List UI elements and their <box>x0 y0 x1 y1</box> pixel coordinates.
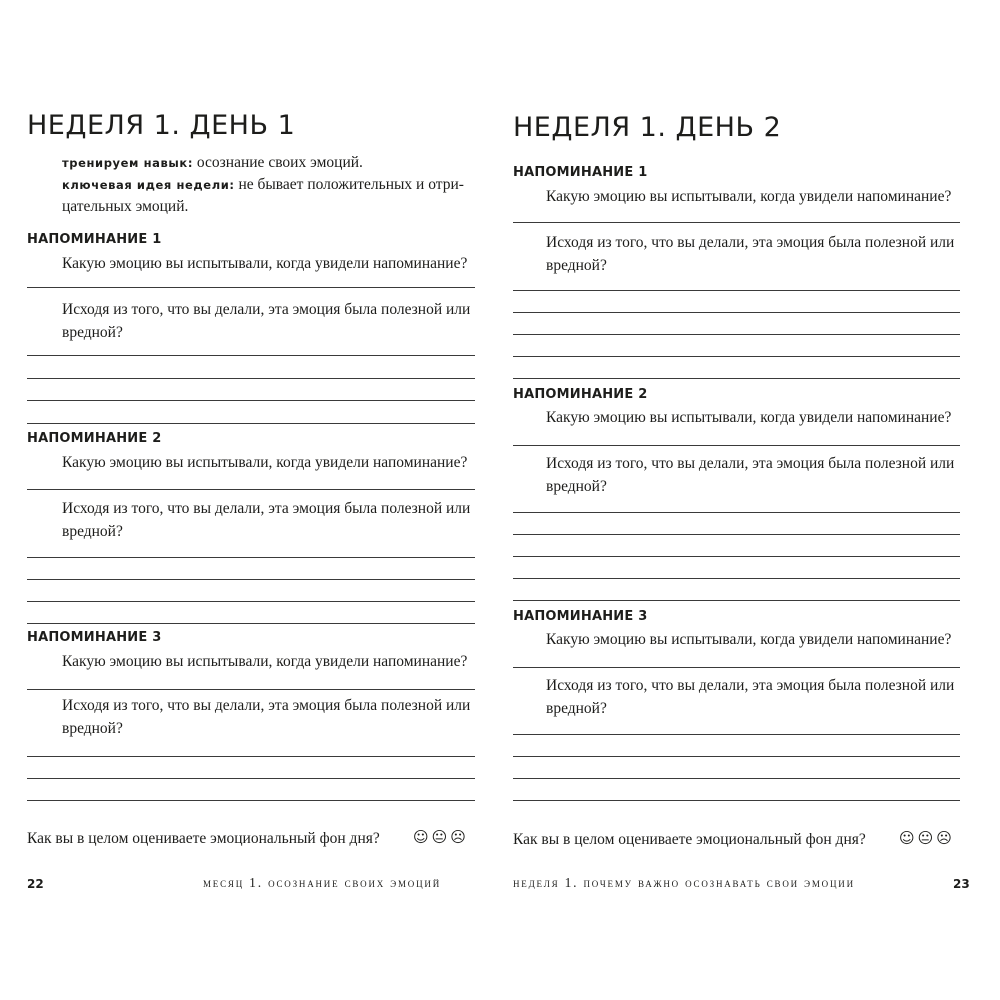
question-useful-1: Исходя из того, что вы делали, эта эмоция была полезной или <box>546 234 955 251</box>
answer-line[interactable] <box>27 378 475 379</box>
smiley-sad-icon[interactable]: ☹ <box>936 829 955 847</box>
question-useful-2: вредной? <box>62 324 123 341</box>
answer-line[interactable] <box>27 601 475 602</box>
reminder-heading: НАПОМИНАНИЕ 2 <box>27 431 162 446</box>
question-useful-2: вредной? <box>62 720 123 737</box>
question-useful-1: Исходя из того, что вы делали, эта эмоция была полезной или <box>62 500 471 517</box>
intro-idea-line-2: цательных эмоций. <box>62 198 189 215</box>
answer-line[interactable] <box>513 534 960 535</box>
answer-line[interactable] <box>513 800 960 801</box>
mood-options <box>899 829 955 847</box>
answer-line[interactable] <box>513 600 960 601</box>
question-emotion: Какую эмоцию вы испытывали, когда увидели напоминание? <box>62 454 468 471</box>
reminder-heading: НАПОМИНАНИЕ 2 <box>513 387 648 402</box>
question-useful-2: вредной? <box>546 700 607 717</box>
answer-line[interactable] <box>27 557 475 558</box>
answer-line[interactable] <box>27 400 475 401</box>
skill-text: осознание своих эмоций. <box>196 154 363 171</box>
page-title: НЕДЕЛЯ 1. ДЕНЬ 1 <box>27 110 296 141</box>
question-emotion: Какую эмоцию вы испытывали, когда увидели напоминание? <box>546 188 952 205</box>
answer-line[interactable] <box>513 334 960 335</box>
answer-line[interactable] <box>513 356 960 357</box>
answer-line[interactable] <box>27 287 475 288</box>
question-emotion: Какую эмоцию вы испытывали, когда увидели напоминание? <box>546 631 952 648</box>
answer-line[interactable] <box>27 756 475 757</box>
smiley-neutral-icon[interactable]: 😐 <box>917 829 937 847</box>
question-useful-2: вредной? <box>62 523 123 540</box>
mood-question: Как вы в целом оцениваете эмоциональный фон дня? <box>513 831 866 848</box>
reminder-heading: НАПОМИНАНИЕ 1 <box>27 232 162 247</box>
answer-line[interactable] <box>27 489 475 490</box>
answer-line[interactable] <box>513 512 960 513</box>
answer-line[interactable] <box>513 778 960 779</box>
answer-line[interactable] <box>513 378 960 379</box>
mood-options <box>413 828 469 846</box>
answer-line[interactable] <box>513 312 960 313</box>
reminder-heading: НАПОМИНАНИЕ 3 <box>27 630 162 645</box>
answer-line[interactable] <box>513 556 960 557</box>
page-number: 22 <box>27 877 44 891</box>
question-useful-1: Исходя из того, что вы делали, эта эмоция была полезной или <box>62 301 471 318</box>
reminder-heading: НАПОМИНАНИЕ 1 <box>513 165 648 180</box>
answer-line[interactable] <box>513 578 960 579</box>
intro-idea-line <box>62 174 482 196</box>
answer-line[interactable] <box>513 734 960 735</box>
smiley-happy-icon[interactable]: ☺ <box>899 829 918 847</box>
mood-question: Как вы в целом оцениваете эмоциональный фон дня? <box>27 830 380 847</box>
running-head: месяц 1. осознание своих эмоций <box>203 875 441 890</box>
answer-line[interactable] <box>513 756 960 757</box>
answer-line[interactable] <box>27 800 475 801</box>
intro-block <box>62 152 482 218</box>
page-title: НЕДЕЛЯ 1. ДЕНЬ 2 <box>513 112 782 143</box>
answer-line[interactable] <box>27 689 475 690</box>
page-number: 23 <box>953 877 970 891</box>
running-head: неделя 1. почему важно осознавать свои эмоции <box>513 875 855 890</box>
answer-line[interactable] <box>513 222 960 223</box>
smiley-happy-icon[interactable]: ☺ <box>413 828 432 846</box>
idea-text-1: не бывает положительных и отри- <box>238 176 464 193</box>
question-emotion: Какую эмоцию вы испытывали, когда увидели напоминание? <box>546 409 952 426</box>
question-emotion: Какую эмоцию вы испытывали, когда увидели напоминание? <box>62 255 468 272</box>
question-useful-2: вредной? <box>546 257 607 274</box>
answer-line[interactable] <box>27 579 475 580</box>
right-page <box>500 0 1000 1000</box>
answer-line[interactable] <box>513 290 960 291</box>
smiley-sad-icon[interactable]: ☹ <box>450 828 469 846</box>
question-emotion: Какую эмоцию вы испытывали, когда увидели напоминание? <box>62 653 468 670</box>
skill-label: тренируем навык: <box>62 156 194 170</box>
question-useful-1: Исходя из того, что вы делали, эта эмоция была полезной или <box>62 697 471 714</box>
reminder-heading: НАПОМИНАНИЕ 3 <box>513 609 648 624</box>
answer-line[interactable] <box>27 778 475 779</box>
question-useful-1: Исходя из того, что вы делали, эта эмоция была полезной или <box>546 677 955 694</box>
answer-line[interactable] <box>27 355 475 356</box>
smiley-neutral-icon[interactable]: 😐 <box>431 828 451 846</box>
question-useful-1: Исходя из того, что вы делали, эта эмоция была полезной или <box>546 455 955 472</box>
question-useful-2: вредной? <box>546 478 607 495</box>
answer-line[interactable] <box>513 667 960 668</box>
answer-line[interactable] <box>513 445 960 446</box>
answer-line[interactable] <box>27 623 475 624</box>
intro-skill-line <box>62 152 482 174</box>
idea-label: ключевая идея недели: <box>62 178 235 192</box>
answer-line[interactable] <box>27 423 475 424</box>
